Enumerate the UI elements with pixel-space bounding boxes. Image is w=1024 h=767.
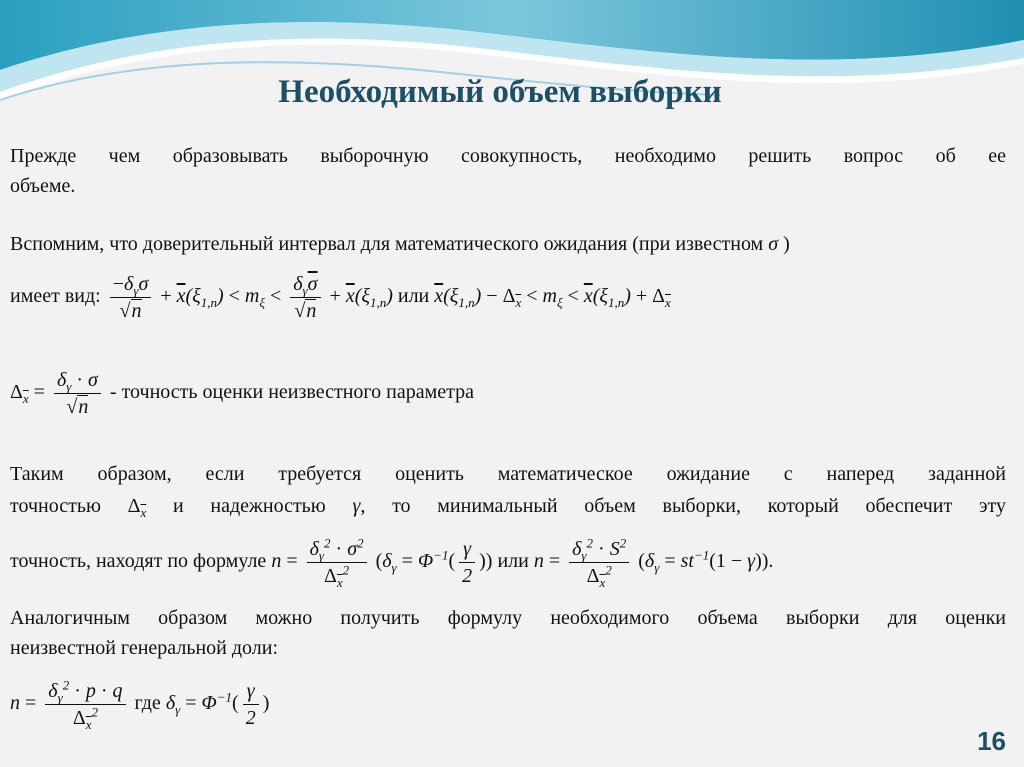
- paragraph-4-line-2: неизвестной генеральной доли:: [10, 637, 279, 659]
- paragraph-2-line-1: Вспомним, что доверительный интервал для математического ожидания (при известном σ ): [10, 233, 790, 255]
- paragraph-4-line-1: Аналогичным образом можно получить формулу необходимого объема выборки для оценки: [10, 607, 1006, 629]
- has-form-label: имеет вид:: [10, 285, 101, 307]
- paragraph-1-line-2: объеме.: [10, 175, 76, 197]
- confidence-interval-formula: $\frac{-\delta_\gamma\sigma}{√n}$ + $\overline{x}(\xi_{1,n}) < m_\xi$ < $\frac{\delta_\gamma\overline{\sigma}}{√n}$ + $\overline{x}(\xi_{1,n})$: [106, 285, 398, 307]
- delta-gamma-definition: $\delta_\gamma = \Phi^{-1}$( $\frac{\gamma}{2}$ ): [165, 679, 270, 729]
- proportion-sample-size-formula: n = $\frac{\delta_\gamma^2 \cdot p \cdot q}{\Delta_{\overline{x}}^2}$: [10, 692, 135, 714]
- paragraph-3-line-2: точностью $\Delta_{\overline{x}}$ и надежностью γ, то минимальный объем выборки, который обеспечит эту: [10, 495, 1007, 520]
- paragraph-1-line-1: Прежде чем образовывать выборочную совокупность, необходимо решить вопрос об ее: [10, 145, 1006, 167]
- precision-definition: $\Delta_{\overline{x}}$ = $\frac{\delta_\gamma \cdot \sigma}{√n}$ - точность оценки неизвестного параметра: [10, 368, 474, 418]
- paragraph-3-line-1: Таким образом, если требуется оценить математическое ожидание с наперед заданной: [10, 463, 1006, 485]
- sample-size-formula-known-sigma: n = $\frac{\delta_\gamma^2 \cdot \sigma^2}{\Delta_{\overline{x}}^2}$ ($\delta_\gamma = \Phi^{-1}$( $\frac{\gamma}{2}$ )): [271, 535, 493, 590]
- confidence-interval-line: имеет вид: $\frac{-\delta_\gamma\sigma}{√n}$ + $\overline{x}(\xi_{1,n}) < m_\xi$ < $\frac{\delta_\gamma\overline{\sigma}}{√n}$ + $\overline{x}(\xi_{1,n})$ или $\overline{x}(\xi_{1,n}) - \Delta_{\overline{x}} < m_\xi < \overline{x}(\xi_{1,n}) + \Delta_{\overline{x}}$: [10, 272, 671, 322]
- sample-size-formula-unknown-sigma: n = $\frac{\delta_\gamma^2 \cdot S^2}{\Delta_{\overline{x}}^2}$ $(\delta_\gamma = st^{-1}(1 - \gamma))$.: [533, 535, 774, 590]
- proportion-formula-line: n = $\frac{\delta_\gamma^2 \cdot p \cdot q}{\Delta_{\overline{x}}^2}$ где $\delta_\gamma = \Phi^{-1}$( $\frac{\gamma}{2}$ ): [10, 677, 270, 732]
- sample-size-formula-line: точность, находят по формуле n = $\frac{\delta_\gamma^2 \cdot \sigma^2}{\Delta_{\overline{x}}^2}$ ($\delta_\gamma = \Phi^{-1}$( $\frac{\gamma}{2}$ )) или n = $\frac{\delta_\gamma^2 \cdot S^2}{\Delta_{\overline{x}}^2}$ $(\delta_\gamma = st^{-1}(1 - \gamma))$.: [10, 535, 774, 590]
- confidence-interval-formula-alt: $\overline{x}(\xi_{1,n}) - \Delta_{\overline{x}} < m_\xi < \overline{x}(\xi_{1,n}) + \Delta_{\overline{x}}$: [434, 285, 671, 310]
- page-title: Необходимый объем выборки: [278, 74, 722, 110]
- precision-formula: $\Delta_{\overline{x}}$ = $\frac{\delta_\gamma \cdot \sigma}{√n}$: [10, 381, 110, 403]
- page-number: 16: [977, 726, 1006, 756]
